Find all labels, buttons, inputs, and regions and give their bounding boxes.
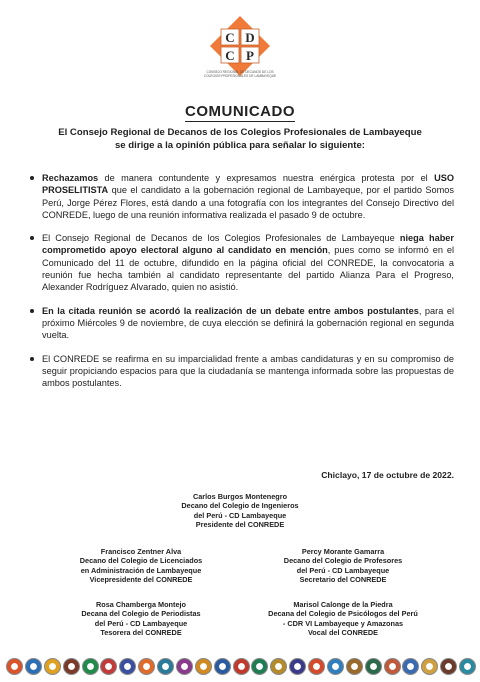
bullet-dot (30, 236, 34, 240)
document-date: Chiclayo, 17 de octubre de 2022. (321, 470, 454, 480)
logo-letter-c1: C (225, 30, 235, 45)
college-seal-icon (100, 658, 117, 675)
college-seal-icon (214, 658, 231, 675)
college-seal-icon (270, 658, 287, 675)
logo-letter-d: D (245, 30, 255, 45)
college-seal-icon (63, 658, 80, 675)
college-seal-icon (308, 658, 325, 675)
logo-caption-line1: CONSEJO REGIONAL DE DECANOS DE LOS (206, 70, 274, 74)
signature-vicepresident: Francisco Zentner Alva Decano del Colegio de Licenciados en Administración de Lambayeque Vicepresidente del CONREDE (79, 547, 203, 585)
college-seal-icon (176, 658, 193, 675)
college-seal-icon (440, 658, 457, 675)
signature-treasurer: Rosa Chamberga Montejo Decana del Colegio de Periodistas del Perú - CD Lambayeque Tesorera del CONREDE (81, 600, 201, 638)
college-seal-icon (327, 658, 344, 675)
document-title: COMUNICADO (185, 103, 295, 120)
college-seal-icon (25, 658, 42, 675)
bullet-dot (30, 309, 34, 313)
signature-secretary: Percy Morante Gamarra Decano del Colegio de Profesores del Perú - CD Lambayeque Secretario del CONREDE (283, 547, 403, 585)
logo-letter-p: P (246, 48, 254, 63)
college-seal-icon (195, 658, 212, 675)
college-seal-icon (44, 658, 61, 675)
college-seal-icon (138, 658, 155, 675)
college-seal-icon (157, 658, 174, 675)
college-seal-icon (384, 658, 401, 675)
logo-caption-line2: COLEGIOS PROFESIONALES DE LAMBAYEQUE (203, 74, 277, 78)
college-seal-icon (365, 658, 382, 675)
college-seal-icon (289, 658, 306, 675)
bullet-item: Rechazamos de manera contundente y expresamos nuestra enérgica protesta por el USO PROSELITISTA que el candidato a la gobernación regional de Lambayeque, por el partido Somos Perú, Jorge Pérez Flores, está dando a una fotografía con los integrantes del Consejo Directivo del CONREDE, luego de una reunión informativa realizada el pasado 9 de octubre. (30, 172, 454, 221)
member-seals-row (6, 655, 476, 677)
signature-vocal: Marisol Calonge de la Piedra Decana del Colegio de Psicólogos del Perú - CDR VI Lambayeque y Amazonas Vocal del CONREDE (268, 600, 418, 638)
intro-line2: se dirige a la opinión pública para señalar lo siguiente: (114, 139, 366, 151)
bullet-list (30, 172, 454, 400)
college-seal-icon (82, 658, 99, 675)
bullet-dot (30, 357, 34, 361)
college-seal-icon (346, 658, 363, 675)
intro-line1: El Consejo Regional de Decanos de los Colegios Profesionales de Lambayeque (58, 127, 422, 138)
signature-president: Carlos Burgos Montenegro Decano del Colegio de Ingenieros del Perú - CD Lambayeque Presidente del CONREDE (181, 492, 299, 530)
college-seal-icon (459, 658, 476, 675)
bullet-item: El CONREDE se reafirma en su imparcialidad frente a ambas candidaturas y en su compromiso de seguir propiciando espacios para que la ciudadanía se mantenga informada sobre las propuestas de ambos postulantes. (30, 353, 454, 390)
college-seal-icon (251, 658, 268, 675)
college-seal-icon (421, 658, 438, 675)
bullet-dot (30, 176, 34, 180)
college-seal-icon (119, 658, 136, 675)
intro-paragraph (30, 127, 450, 152)
college-seal-icon (402, 658, 419, 675)
logo-diamond (210, 16, 270, 76)
logo-caption (196, 70, 284, 78)
logo-letter-c2: C (225, 48, 235, 63)
college-seal-icon (233, 658, 250, 675)
bullet-item: El Consejo Regional de Decanos de los Colegios Profesionales de Lambayeque niega haber comprometido apoyo electoral alguno al candidato en mención, pues como se informó en el Comunicado del 11 de octubre, difundido en la página oficial del CONREDE, la convocatoria a reunión fue hecha también al candidato representante del partido Alianza Para el Progreso, Alexander Rodríguez Alvarado, quien no asistió. (30, 232, 454, 293)
bullet-item: En la citada reunión se acordó la realización de un debate entre ambos postulantes, para el próximo Miércoles 9 de noviembre, de cuya elección se definirá la gobernación regional en segunda vuelta. (30, 305, 454, 342)
college-seal-icon (6, 658, 23, 675)
